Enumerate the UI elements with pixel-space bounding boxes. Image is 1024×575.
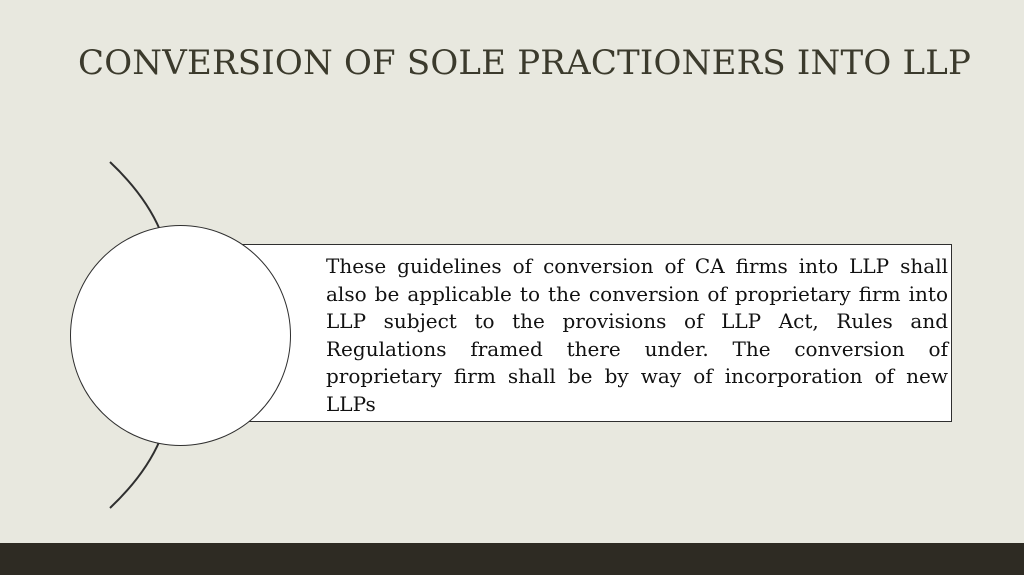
decorative-circle <box>70 225 291 446</box>
content-box <box>180 244 952 422</box>
slide-title: CONVERSION OF SOLE PRACTIONERS INTO LLP <box>78 43 972 83</box>
footer-bar <box>0 543 1024 575</box>
content-text: These guidelines of conversion of CA firms into LLP shall also be applicable to the conversion of proprietary firm into LLP subject to the provisions of LLP Act, Rules and Regulations framed there under. The conversion of proprietary firm shall be by way of incorporation of new LLPs <box>326 254 948 416</box>
